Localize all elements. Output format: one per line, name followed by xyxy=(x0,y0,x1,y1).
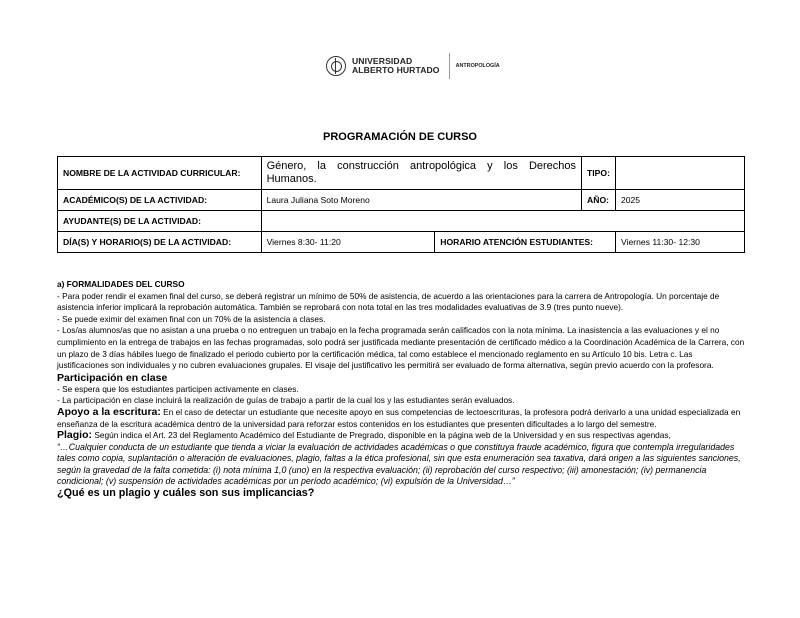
paragraph: - Para poder rendir el examen final del curso, se deberá registrar un mínimo de 50% de asistencia, de acuerdo a las orientaciones para la carrera de Antropología. Un porcentaje de asistencia inferior implicará la reprobación automática. También se reprobará con nota total en las tres modalidades evaluativas de 3.9 (tres punto nueve). xyxy=(57,290,720,313)
type-label: TIPO: xyxy=(582,157,616,190)
writing-support-paragraph xyxy=(57,407,745,430)
plagiarism-text: Según indica el Art. 23 del Reglamento Académico del Estudiante de Pregrado, disponible en la página web de la Universidad y en sus respectivas agendas, xyxy=(92,430,671,441)
schedule-value: Viernes 8:30- 11:20 xyxy=(261,232,435,253)
paragraph: - Se puede eximir del examen final con un 70% de la asistencia a clases. xyxy=(57,313,326,324)
course-name-label: NOMBRE DE LA ACTIVIDAD CURRICULAR: xyxy=(58,157,262,190)
university-logo xyxy=(326,52,500,80)
table-row xyxy=(58,211,745,232)
regulation-quote: “…Cualquier conducta de un estudiante que tienda a viciar la evaluación de actividades académicas o que constituya fraude académico, figura que contempla irregularidades tales como copia, suplantación o alteración de evaluaciones, plagio, faltas a la ética profesional, sin que esta enumeración sea taxativa, dará origen a las siguientes sanciones, según la gravedad de la falta cometida: (i) nota mínima 1,0 (uno) en la respectiva evaluación; (ii) reprobación del curso respectivo; (iii) amonestación; (iv) permanencia condicional; (v) suspensión de actividades académicas por un período académico; (vi) expulsión de la Universidad…” xyxy=(57,441,741,486)
table-row xyxy=(58,157,745,190)
plagiarism-question: ¿Qué es un plagio y cuáles son sus implicancias? xyxy=(57,487,315,500)
writing-support-label: Apoyo a la escritura: xyxy=(57,405,161,418)
writing-support-text: En el caso de detectar un estudiante que necesite apoyo en sus competencias de lectoescrituras, la profesora podrá derivarlo a una unidad especializada en enseñanza de la escritura académica dentro de la universidad para reforzar estos contenidos en los estudiantes que presenten dificultades a lo largo del semestre. xyxy=(57,406,741,429)
course-formalities-section xyxy=(57,279,745,500)
year-label: AÑO: xyxy=(582,190,616,211)
course-info-table xyxy=(57,156,745,253)
section-heading: a) FORMALIDADES DEL CURSO xyxy=(57,279,185,289)
table-row xyxy=(58,232,745,253)
year-value: 2025 xyxy=(615,190,744,211)
plagiarism-paragraph xyxy=(57,430,745,442)
paragraph: - La participación en clase incluirá la realización de guías de trabajo a partir de la cual los y las estudiantes serán evaluados. xyxy=(57,395,515,406)
university-name xyxy=(352,57,440,75)
department-name: ANTROPOLOGÍA xyxy=(455,63,500,69)
office-hours-value: Viernes 11:30- 12:30 xyxy=(615,232,744,253)
paragraph: - Los/as alumnos/as que no asistan a una prueba o no entreguen un trabajo en la fecha programada serán calificados con la nota mínima. La inasistencia a las evaluaciones y el no cumplimiento en la entrega de trabajos en las fechas programadas, solo podrá ser justificada mediante presentación de certificado médico a la Coordinación Académica de la Carrera, con un plazo de 3 días hábiles luego de finalizado el periodo cubierto por la certificación médica, tal como establece el mencionado reglamento en su Artículo 10 bis. Letra c. Las justificaciones son individuales y no cubren evaluaciones grupales. El visaje del justificativo les permitirá ser evaluado de forma alternativa, según previo acuerdo con la profesora. xyxy=(57,325,745,371)
participation-heading: Participación en clase xyxy=(57,371,168,384)
document-title: PROGRAMACIÓN DE CURSO xyxy=(322,131,477,143)
logo-divider xyxy=(449,53,450,79)
schedule-label: DÍA(S) Y HORARIO(S) DE LA ACTIVIDAD: xyxy=(58,232,262,253)
type-value xyxy=(615,157,744,190)
academic-label: ACADÉMICO(S) DE LA ACTIVIDAD: xyxy=(58,190,262,211)
paragraph: - Se espera que los estudiantes participen activamente en clases. xyxy=(57,383,299,394)
course-name-value: Género, la construcción antropológica y los Derechos Humanos. xyxy=(261,157,581,190)
office-hours-label: HORARIO ATENCIÓN ESTUDIANTES: xyxy=(435,232,616,253)
table-row xyxy=(58,190,745,211)
academic-value: Laura Juliana Soto Moreno xyxy=(261,190,581,211)
university-name-line1: UNIVERSIDAD xyxy=(352,56,413,66)
plagiarism-label: Plagio: xyxy=(57,429,93,442)
university-seal-icon xyxy=(326,56,346,76)
university-name-line2: ALBERTO HURTADO xyxy=(352,65,440,75)
assistant-label: AYUDANTE(S) DE LA ACTIVIDAD: xyxy=(58,211,262,232)
assistant-value xyxy=(261,211,744,232)
